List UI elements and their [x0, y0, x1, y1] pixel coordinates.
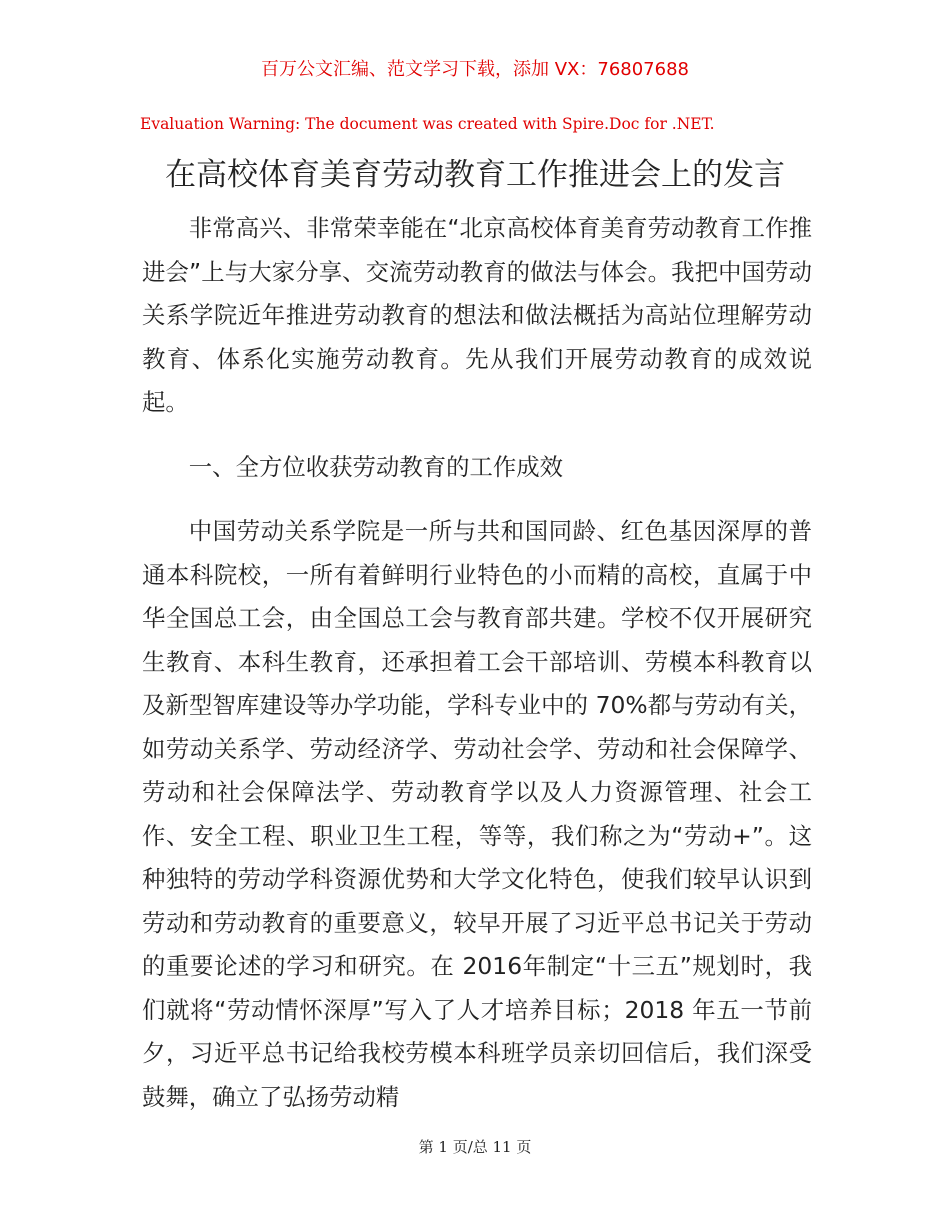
document-title: 在高校体育美育劳动教育工作推进会上的发言 [165, 157, 785, 193]
paragraph-intro: 非常高兴、非常荣幸能在“北京高校体育美育劳动教育工作推进会”上与大家分享、交流劳动教育的做法与体会。我把中国劳动关系学院近年推进劳动教育的想法和做法概括为高站位理解劳动教育、体系化实施劳动教育。先从我们开展劳动教育的成效说起。 [142, 214, 812, 416]
evaluation-warning: Evaluation Warning: The document was created with Spire.Doc for .NET. [140, 115, 715, 133]
page-footer: 第 1 页/总 11 页 [418, 1138, 532, 1156]
document-body [142, 207, 812, 1119]
paragraph-body: 中国劳动关系学院是一所与共和国同龄、红色基因深厚的普通本科院校，一所有着鲜明行业特色的小而精的高校，直属于中华全国总工会，由全国总工会与教育部共建。学校不仅开展研究生教育、本科生教育，还承担着工会干部培训、劳模本科教育以及新型智库建设等办学功能，学科专业中的 70%都与劳动有关，如劳动关系学、劳动经济学、劳动社会学、劳动和社会保障学、劳动和社会保障法学、劳动教育学以及人力资源管理、社会工作、安全工程、职业卫生工程，等等，我们称之为“劳动+”。这种独特的劳动学科资源优势和大学文化特色，使我们较早认识到劳动和劳动教育的重要意义，较早开展了习近平总书记关于劳动的重要论述的学习和研究。在 2016年制定“十三五”规划时，我们就将“劳动情怀深厚”写入了人才培养目标；2018 年五一节前夕，习近平总书记给我校劳模本科班学员亲切回信后，我们深受鼓舞，确立了弘扬劳动精 [142, 517, 812, 1111]
header-banner: 百万公文汇编、范文学习下载，添加 VX：76807688 [261, 59, 689, 80]
section-heading: 一、全方位收获劳动教育的工作成效 [188, 452, 564, 481]
